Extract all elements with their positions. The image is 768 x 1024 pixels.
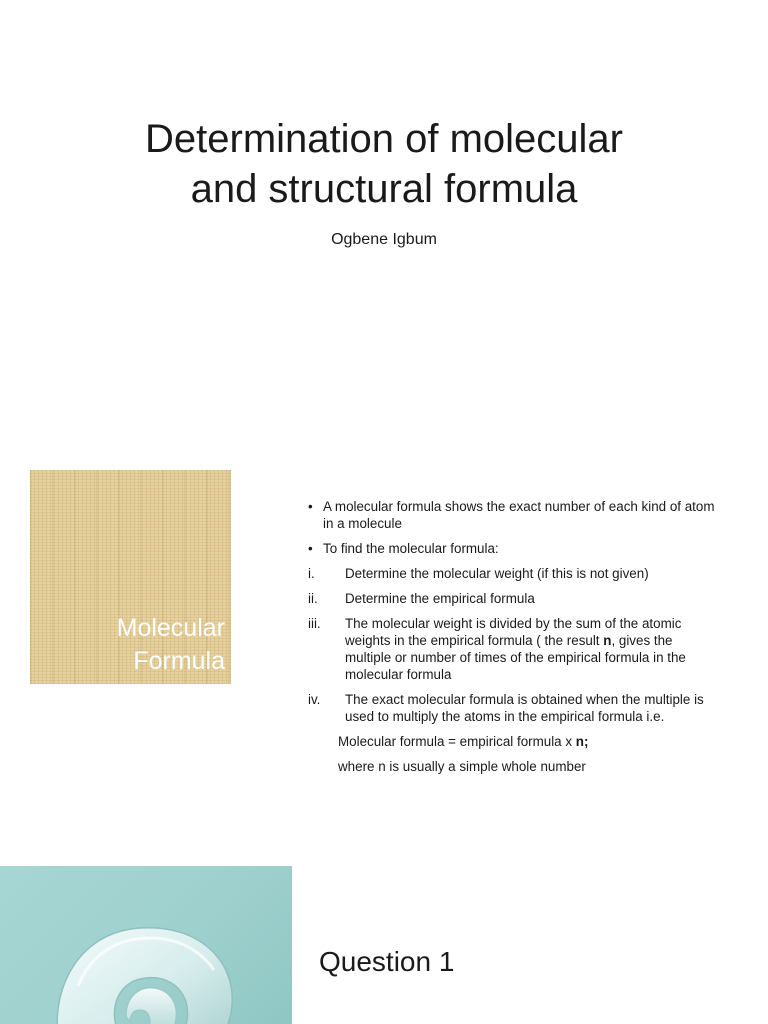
bullet-item [306, 498, 716, 532]
numbered-step [306, 691, 716, 725]
step-text-part: The molecular weight is divided by the sum of the atomic weights in the empirical formula ( the result [345, 616, 682, 648]
molecular-formula-slide [0, 432, 768, 864]
formula-semicolon: ; [583, 734, 589, 749]
bullet-item [306, 540, 716, 557]
title-line-1: Determination of molecular [145, 117, 623, 161]
question-title: Question 1 [319, 946, 455, 977]
section-header-panel [30, 470, 231, 684]
step-number: iii. [308, 616, 321, 631]
variable-n: n [575, 734, 584, 749]
formula-line [306, 733, 716, 750]
step-text-part: , gives the multiple or number of times of the empirical formula in the molecular formula [345, 633, 686, 682]
section-title-line-2: Formula [133, 647, 225, 675]
step-text: The exact molecular formula is obtained when the multiple is used to multiply the atoms in the empirical formula i.e. [345, 692, 704, 724]
title-line-2: and structural formula [190, 167, 578, 211]
formula-note: where n is usually a simple whole number [338, 759, 586, 774]
slide-body [306, 498, 716, 783]
question-slide [0, 864, 768, 1024]
numbered-step [306, 590, 716, 607]
step-text [345, 616, 686, 682]
section-title [117, 612, 225, 678]
variable-n: n [603, 633, 612, 648]
section-title-line-1: Molecular [116, 614, 225, 642]
formula-text: Molecular formula = empirical formula x [338, 734, 576, 749]
bullet-text: To find the molecular formula: [323, 541, 499, 556]
numbered-step [306, 565, 716, 582]
question-image-panel [0, 866, 292, 1024]
bullet-text: A molecular formula shows the exact number of each kind of atom in a molecule [323, 499, 715, 531]
question-mark-icon [0, 866, 292, 1024]
author-name: Ogbene Igbum [331, 231, 437, 248]
step-number: i. [308, 566, 315, 581]
bullet-marker: • [308, 499, 313, 514]
presentation-title [40, 114, 728, 214]
numbered-step [306, 615, 716, 683]
step-text: Determine the molecular weight (if this is not given) [345, 566, 649, 581]
step-number: ii. [308, 591, 318, 606]
bullet-marker: • [308, 541, 313, 556]
step-number: iv. [308, 692, 321, 707]
title-slide [0, 0, 768, 432]
step-text: Determine the empirical formula [345, 591, 535, 606]
